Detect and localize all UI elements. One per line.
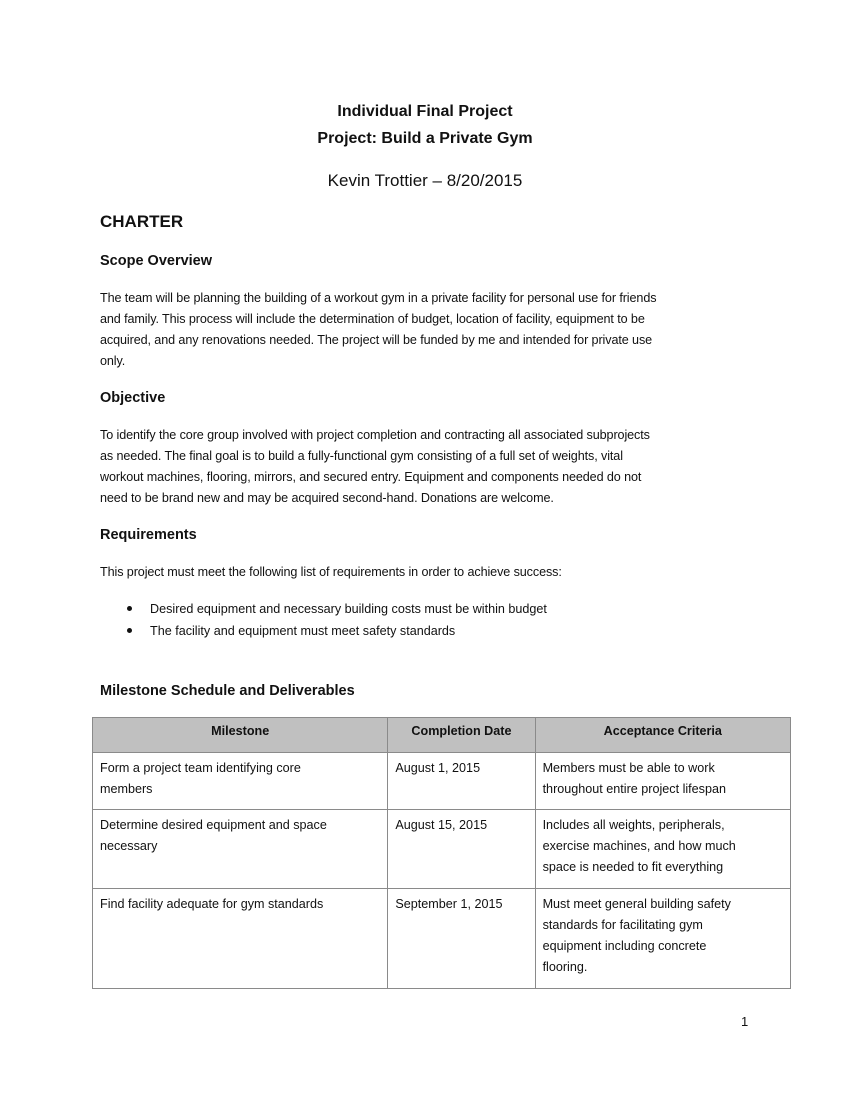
page-number: 1: [741, 1014, 749, 1029]
table-row: [93, 753, 791, 810]
date-cell: August 15, 2015: [388, 810, 535, 889]
criteria-cell: Includes all weights, peripherals, exercise machines, and how much space is needed to fit everything: [535, 810, 790, 889]
requirements-intro: This project must meet the following list of requirements in order to achieve success:: [100, 565, 562, 579]
table-row: [93, 810, 791, 889]
requirements-list: [124, 598, 547, 642]
milestones-heading: Milestone Schedule and Deliverables: [100, 683, 355, 699]
column-header-completion-date: Completion Date: [388, 718, 535, 753]
criteria-cell: Members must be able to work throughout entire project lifespan: [535, 753, 790, 810]
column-header-acceptance-criteria: Acceptance Criteria: [535, 718, 790, 753]
objective-paragraph: To identify the core group involved with project completion and contracting all associated subprojects as needed. The final goal is to build a fully-functional gym consisting of a full set of weights, vital workout machines, flooring, mirrors, and secured entry. Equipment and components needed do not need to be brand new and may be acquired second-hand. Donations are welcome.: [100, 428, 650, 505]
project-title: Project: Build a Private Gym: [317, 130, 533, 147]
table-header-row: [93, 718, 791, 753]
objective-heading: Objective: [100, 390, 166, 406]
date-cell: September 1, 2015: [388, 889, 535, 989]
scope-heading: Scope Overview: [100, 253, 213, 269]
milestone-cell: Determine desired equipment and space necessary: [93, 810, 388, 889]
column-header-milestone: Milestone: [93, 718, 388, 753]
bullet-icon: [127, 628, 132, 633]
table-row: [93, 889, 791, 989]
scope-paragraph: The team will be planning the building of a workout gym in a private facility for personal use for friends and family. This process will include the determination of budget, location of facility, equipment to be acquired, and any renovations needed. The project will be funded by me and intended for private use only.: [100, 291, 657, 368]
list-item: The facility and equipment must meet safety standards: [124, 620, 547, 642]
milestone-cell: Find facility adequate for gym standards: [93, 889, 388, 989]
charter-heading: CHARTER: [100, 212, 184, 231]
list-item: Desired equipment and necessary building costs must be within budget: [124, 598, 547, 620]
criteria-cell: Must meet general building safety standards for facilitating gym equipment including concrete flooring.: [535, 889, 790, 989]
author-date: Kevin Trottier – 8/20/2015: [327, 171, 523, 190]
milestone-table: [92, 717, 791, 989]
requirements-heading: Requirements: [100, 527, 197, 543]
document-title: Individual Final Project: [337, 103, 513, 120]
bullet-icon: [127, 606, 132, 611]
date-cell: August 1, 2015: [388, 753, 535, 810]
milestone-cell: Form a project team identifying core members: [93, 753, 388, 810]
